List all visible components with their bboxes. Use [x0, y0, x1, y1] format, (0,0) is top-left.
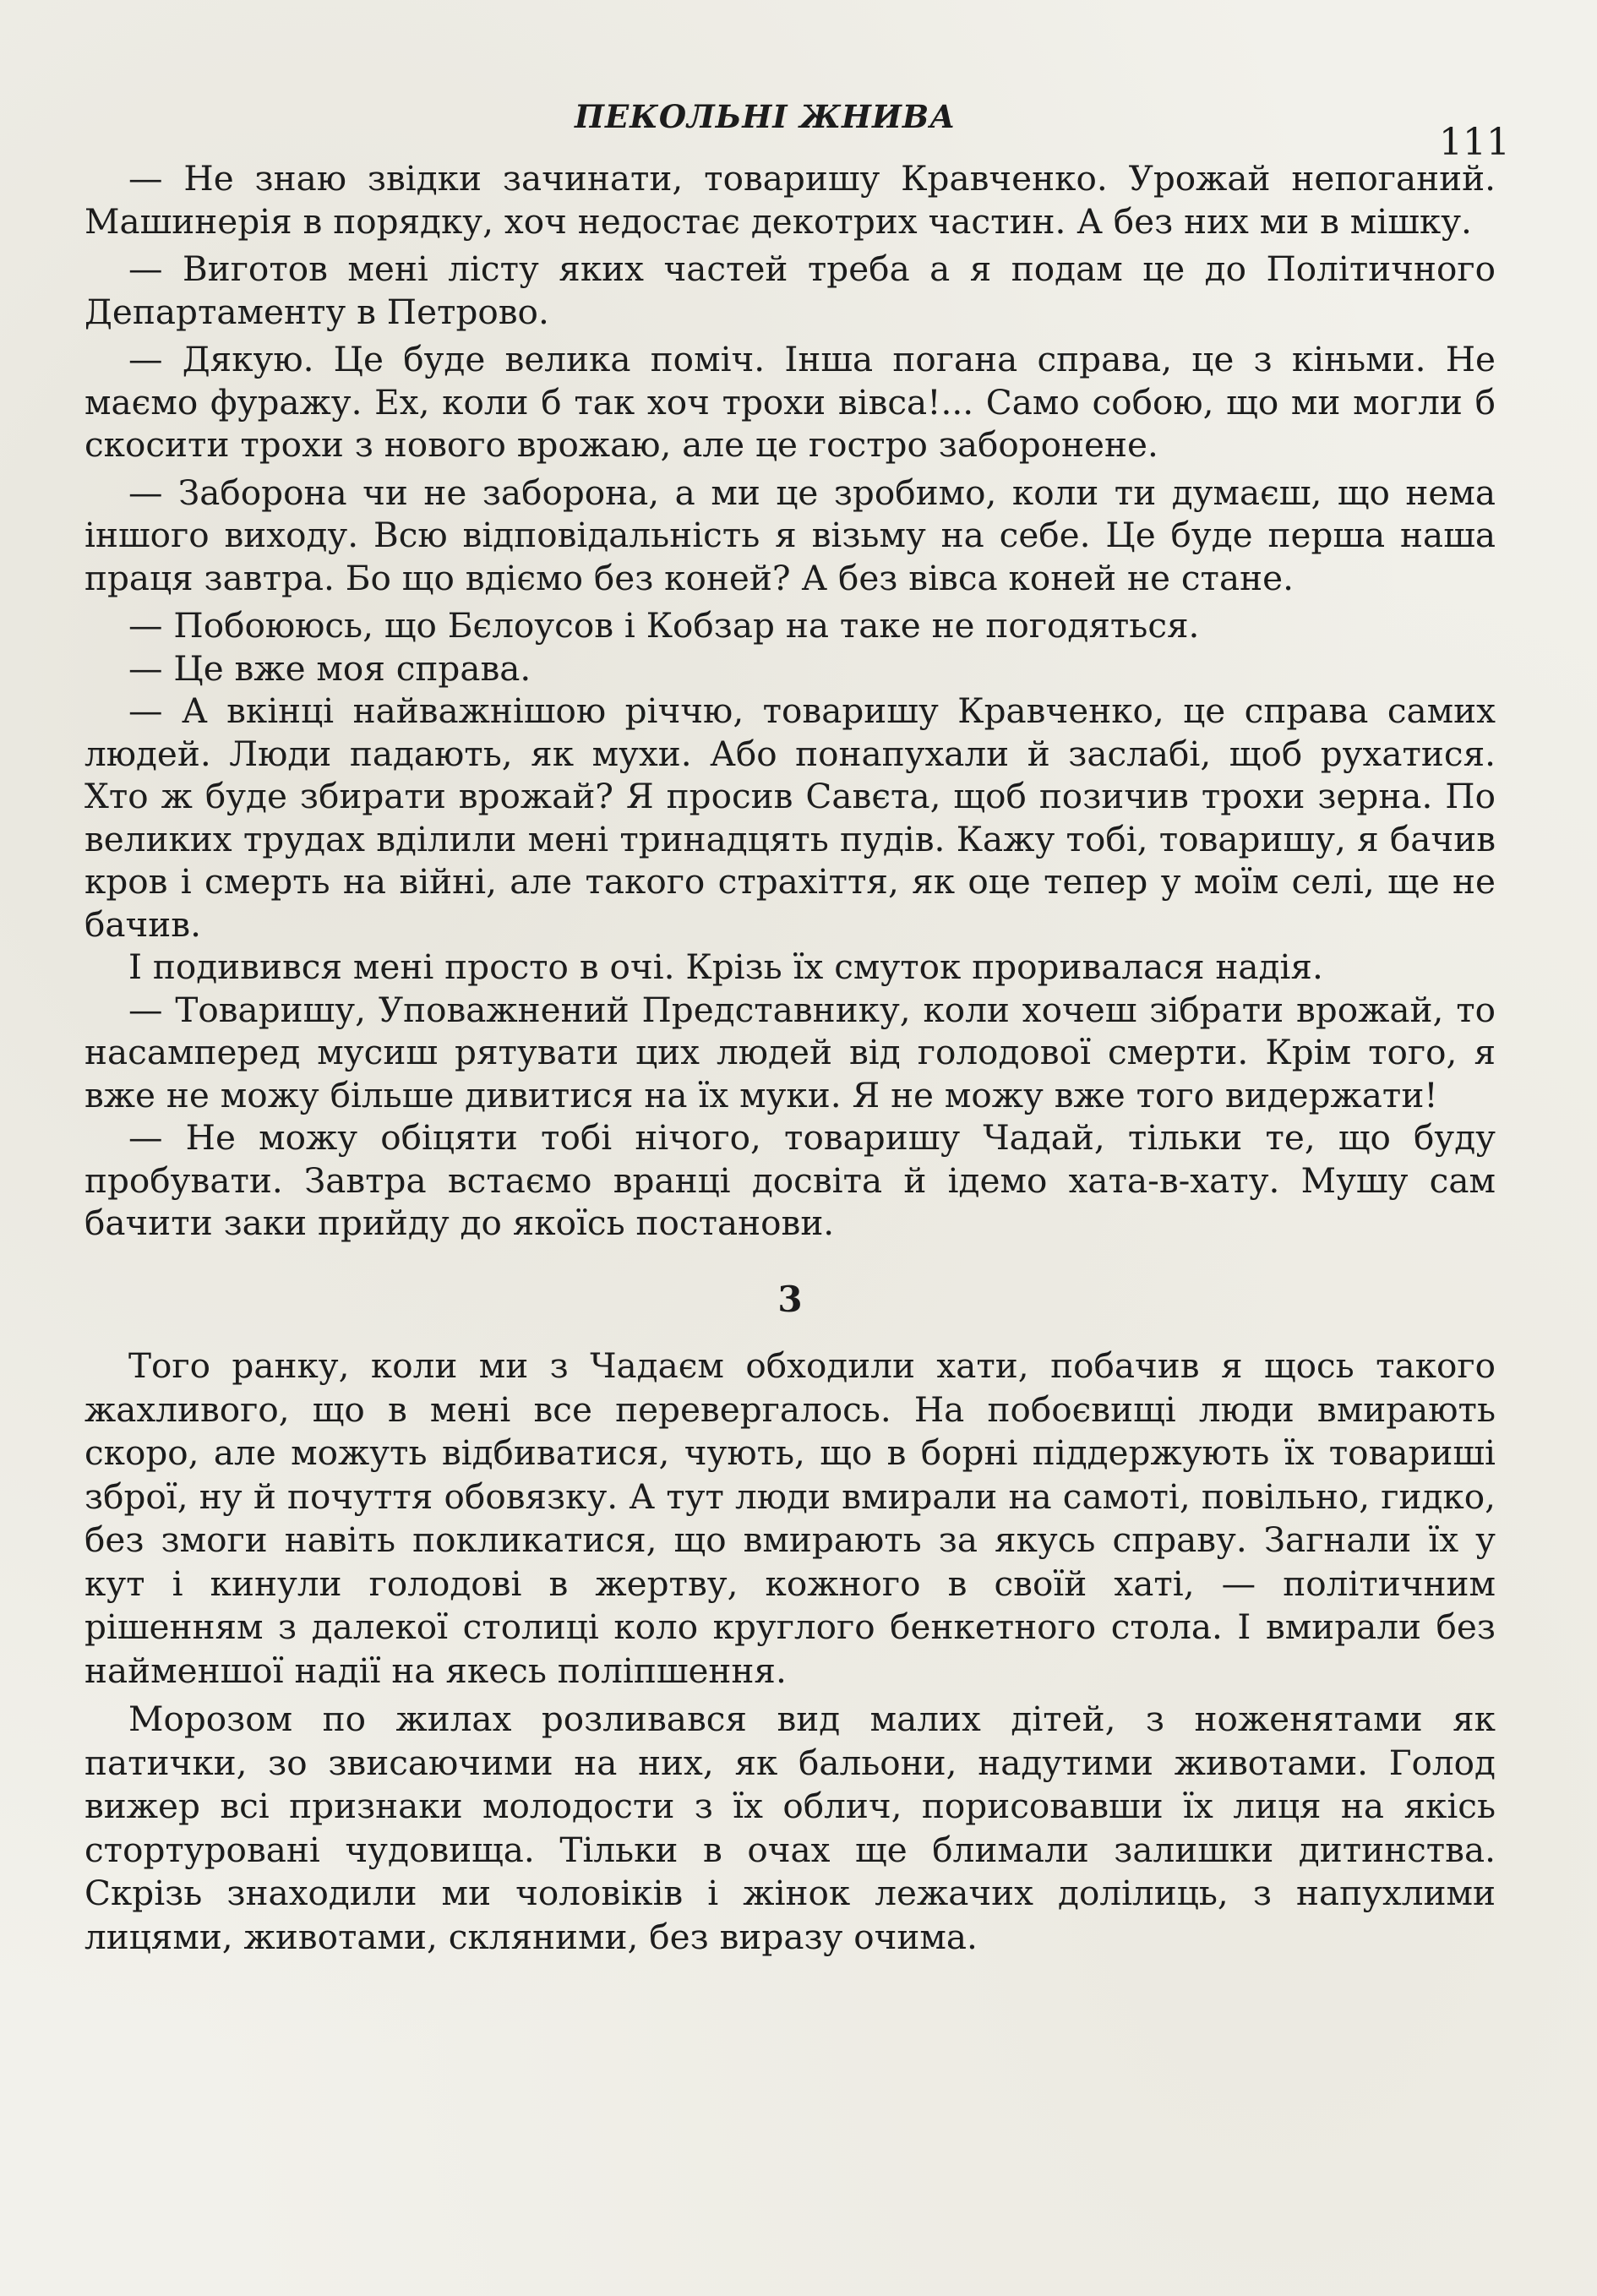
- paragraph: — Заборона чи не заборона, а ми це зробимо, коли ти думаєш, що нема іншого виходу. Всю відповідальність я візьму на себе. Це буде перша наша праця завтра. Бо що вдіємо без коней? А без вівса коней не стане.: [84, 472, 1496, 598]
- paragraph: І подивився мені просто в очі. Крізь їх смуток проривалася надія.: [128, 946, 1323, 987]
- paragraph: — Дякую. Це буде велика поміч. Інша погана справа, це з кіньми. Не маємо фуражу. Ех, коли б так хоч трохи вівса!... Само собою, що ми могли б скосити трохи з нового врожаю, але це гостро заборонене.: [84, 339, 1496, 465]
- paragraph: — Не знаю звідки зачинати, товаришу Кравченко. Урожай непоганий. Машинерія в порядку, хоч недостає декотрих частин. А без них ми в мішку.: [84, 158, 1496, 242]
- running-title: ПЕКОЛЬНІ ЖНИВА: [575, 98, 957, 135]
- paragraph: — Побоююсь, що Бєлоусов і Кобзар на таке не погодяться.: [128, 605, 1200, 646]
- section-3-text: [84, 1344, 1496, 1959]
- paragraph: Морозом по жилах розливався вид малих дітей, з ноженятами як патички, зо звисаючими на них, як бальони, надутими животами. Голод вижер всі признаки молодости з їх облич, порисовавши їх лиця на якісь стортуровані чудовища. Тільки в очах ще блимали залишки дитинства. Скрізь знаходили ми чоловіків і жінок лежачих долілиць, з напухлими лицями, животами, скляними, без виразу очима.: [84, 1699, 1496, 1957]
- paragraph: Того ранку, коли ми з Чадаєм обходили хати, побачив я щось такого жахливого, що в мені все перевергалось. На побоєвищі люди вмирають скоро, але можуть відбиватися, чують, що в борні піддержують їх товариші зброї, ну й почуття обовязку. А тут люди вмирали на самоті, повільно, гидко, без змоги навіть покликатися, що вмирають за якусь справу. Загнали їх у кут і кинули голодові в жертву, кожного в своїй хаті, — політичним рішенням з далекої столиці коло круглого бенкетного стола. І вмирали без найменшої надії на якесь поліпшення.: [84, 1345, 1496, 1691]
- body-text: [84, 157, 1496, 1959]
- paragraph: — Не можу обіцяти тобі нічого, товаришу Чадай, тільки те, що буду пробувати. Завтра встаємо вранці досвіта й ідемо хата-в-хату. Мушу сам бачити заки прийду до якоїсь постанови.: [84, 1117, 1496, 1243]
- paragraph: — Це вже моя справа.: [128, 647, 531, 689]
- paragraph: — А вкінці найважнішою річчю, товаришу Кравченко, це справа самих людей. Люди падають, як мухи. Або понапухали й заслабі, щоб рухатися. Хто ж буде збирати врожай? Я просив Савєта, щоб позичив трохи зерна. По великих трудах вділили мені тринадцять пудів. Кажу тобі, товаришу, я бачив кров і смерть на війні, але такого страхіття, як оце тепер у моїм селі, ще не бачив.: [84, 690, 1496, 945]
- paragraph: — Виготов мені лісту яких частей треба а я подам це до Політичного Департаменту в Петрово.: [84, 248, 1496, 332]
- paragraph: — Товаришу, Уповажнений Представнику, коли хочеш зібрати врожай, то насамперед мусиш рятувати цих людей від голодової смерти. Крім того, я вже не можу більше дивитися на їх муки. Я не можу вже того видержати!: [84, 989, 1496, 1115]
- page-number: 111: [1439, 121, 1510, 164]
- section-number: 3: [777, 1278, 803, 1320]
